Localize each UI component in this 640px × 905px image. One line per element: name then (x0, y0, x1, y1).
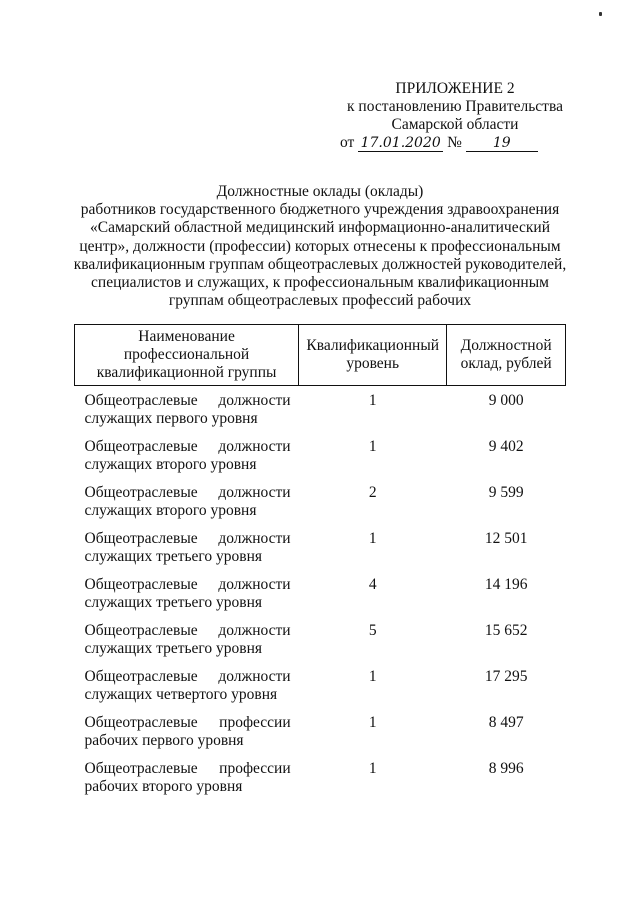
cell-group: Общеотраслевые профессии рабочих второго уровня (84, 760, 291, 795)
cell-salary: 8 497 (488, 714, 524, 731)
handwritten-date: 17.01.2020 (358, 136, 443, 152)
appendix-resolution: к постановлению Правительства (347, 98, 563, 115)
cell-level: 1 (368, 668, 377, 685)
table-row (75, 386, 566, 437)
table-row (75, 436, 566, 482)
cell-salary: 9 599 (488, 484, 524, 501)
appendix-region: Самарской области (391, 116, 519, 133)
title-line: работников государственного бюджетного учреждения здравоохранения (80, 201, 560, 219)
cell-group: Общеотраслевые должности служащих первого уровня (84, 392, 291, 427)
cell-salary: 14 196 (484, 576, 528, 593)
cell-level: 1 (368, 714, 377, 731)
cell-level: 1 (368, 392, 377, 409)
cell-salary: 15 652 (484, 622, 528, 639)
title-line: «Самарский областной медицинский информационно-аналитический (89, 219, 550, 237)
cell-group: Общеотраслевые должности служащих второго уровня (84, 438, 291, 473)
header-salary: Должностной оклад, рублей (447, 325, 566, 386)
cell-salary: 12 501 (484, 530, 528, 547)
number-prefix: № (447, 134, 462, 151)
cell-group: Общеотраслевые должности служащих третьего уровня (84, 576, 291, 611)
title-line: Должностные оклады (оклады) (216, 183, 424, 200)
cell-level: 5 (368, 622, 377, 639)
table-row (75, 528, 566, 574)
header-level: Квалификационный уровень (299, 325, 447, 386)
cell-group: Общеотраслевые должности служащих третьего уровня (84, 530, 291, 565)
title-line: квалификационным группам общеотраслевых должностей руководителей, (73, 255, 567, 273)
title-line: специалистов и служащих, к профессиональным квалификационным (91, 274, 549, 292)
cell-level: 4 (368, 576, 377, 593)
table-row (75, 758, 566, 804)
cell-level: 1 (368, 438, 377, 455)
cell-level: 2 (368, 484, 377, 501)
handwritten-number: 19 (466, 136, 538, 152)
scan-speck (599, 12, 602, 16)
table-row (75, 666, 566, 712)
cell-salary: 17 295 (484, 668, 528, 685)
table-row (75, 482, 566, 528)
appendix-date-number (340, 134, 580, 152)
cell-group: Общеотраслевые должности служащих третьего уровня (84, 622, 291, 657)
table-row (75, 574, 566, 620)
salary-table (74, 324, 566, 804)
header-group: Наименование профессиональной квалификационной группы (75, 325, 299, 386)
appendix-title: ПРИЛОЖЕНИЕ 2 (395, 80, 515, 97)
title-line: центр», должности (профессии) которых отнесены к профессиональным (79, 237, 561, 255)
cell-level: 1 (368, 530, 377, 547)
table-row (75, 712, 566, 758)
cell-group: Общеотраслевые должности служащих четвертого уровня (84, 668, 291, 703)
date-prefix: от (340, 134, 355, 151)
cell-salary: 8 996 (488, 760, 524, 777)
appendix-header (330, 80, 580, 152)
table-row (75, 620, 566, 666)
title-line: группам общеотраслевых профессий рабочих (168, 292, 472, 310)
cell-salary: 9 000 (488, 392, 524, 409)
document-title (60, 183, 580, 310)
cell-salary: 9 402 (488, 438, 524, 455)
table-header-row (75, 325, 566, 386)
cell-group: Общеотраслевые должности служащих второго уровня (84, 484, 291, 519)
cell-group: Общеотраслевые профессии рабочих первого уровня (84, 714, 291, 749)
cell-level: 1 (368, 760, 377, 777)
